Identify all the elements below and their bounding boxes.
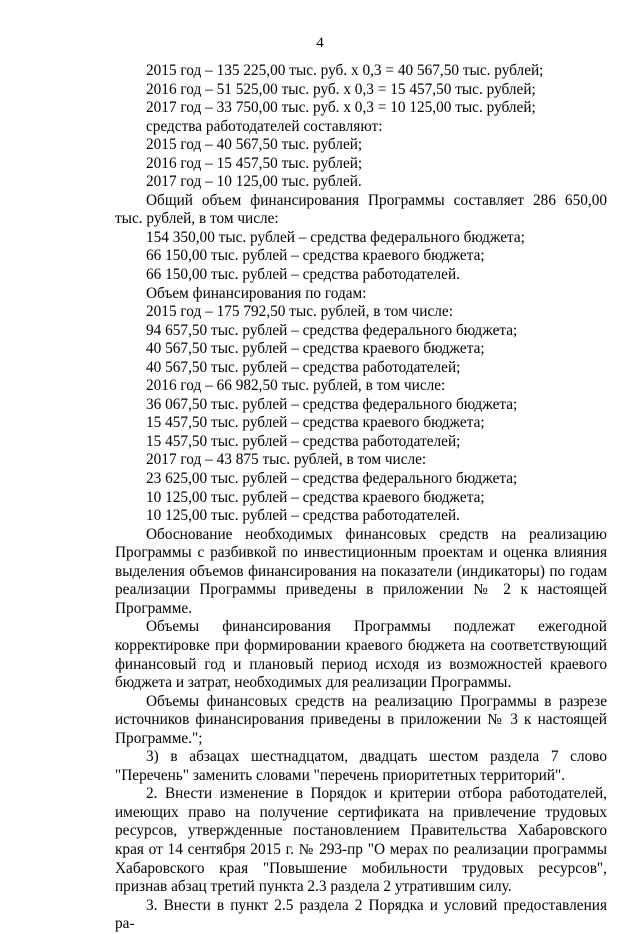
paragraph: 2016 год – 15 457,50 тыс. рублей; bbox=[146, 154, 363, 172]
paragraph: 2016 год – 66 982,50 тыс. рублей, в том числе: bbox=[146, 377, 446, 395]
paragraph: 10 125,00 тыс. рублей – средства краевого бюджета; bbox=[146, 488, 485, 506]
paragraph: 15 457,50 тыс. рублей – средства краевого бюджета; bbox=[146, 414, 485, 432]
paragraph: 66 150,00 тыс. рублей – средства краевого бюджета; bbox=[146, 247, 485, 265]
paragraph: Общий объем финансирования Программы составляет 286 650,00 тыс. рублей, в том числе: bbox=[115, 191, 607, 228]
paragraph: 2015 год – 135 225,00 тыс. руб. х 0,3 = 40 567,50 тыс. рублей; bbox=[146, 62, 544, 79]
paragraph: 2. Внести изменение в Порядок и критерии отбора работодателей, имеющих право на получение сертификата на привлечение трудовых ресурсов, утвержденные постановлением Правительства Хабаровского края от 14 сентября 2015 г. № 293-пр "О мерах по реализации программы Хабаровского края "Повышение мобильности трудовых ресурсов", признав абзац третий пункта 2.3 раздела 2 утратившим силу. bbox=[115, 785, 607, 896]
paragraph: 154 350,00 тыс. рублей – средства федерального бюджета; bbox=[146, 228, 525, 246]
paragraph: 2015 год – 40 567,50 тыс. рублей; bbox=[146, 136, 363, 154]
paragraph: 10 125,00 тыс. рублей – средства работодателей. bbox=[146, 507, 460, 525]
paragraph: Обоснование необходимых финансовых средств на реализацию Программы с разбивкой по инвестиционным проектам и оценка влияния выделения объемов финансирования на показатели (индикаторы) по годам реализации Программы приведены в приложении № 2 к настоящей Программе. bbox=[115, 525, 607, 617]
paragraph: 2017 год – 10 125,00 тыс. рублей. bbox=[146, 173, 362, 191]
paragraph: 36 067,50 тыс. рублей – средства федерального бюджета; bbox=[146, 395, 518, 413]
paragraph: 3. Внести в пункт 2.5 раздела 2 Порядка и условий предоставления ра- bbox=[115, 896, 607, 933]
paragraph: 94 657,50 тыс. рублей – средства федерального бюджета; bbox=[146, 321, 518, 339]
paragraph: Объем финансирования по годам: bbox=[146, 284, 367, 302]
paragraph: 2016 год – 51 525,00 тыс. руб. х 0,3 = 15 457,50 тыс. рублей; bbox=[146, 80, 536, 98]
paragraph: Объемы финансирования Программы подлежат ежегодной корректировке при формировании краевого бюджета на соответствующий финансовый год и плановый период исходя из возможностей краевого бюджета и затрат, необходимых для реализации Программы. bbox=[115, 618, 607, 692]
paragraph: 40 567,50 тыс. рублей – средства краевого бюджета; bbox=[146, 340, 485, 358]
paragraph: 66 150,00 тыс. рублей – средства работодателей. bbox=[146, 266, 460, 284]
document-body bbox=[115, 62, 607, 934]
paragraph: 2017 год – 43 875 тыс. рублей, в том числе: bbox=[146, 451, 427, 469]
paragraph: 2015 год – 175 792,50 тыс. рублей, в том числе: bbox=[146, 303, 453, 321]
paragraph: 15 457,50 тыс. рублей – средства работодателей; bbox=[146, 432, 461, 450]
paragraph: Объемы финансовых средств на реализацию Программы в разрезе источников финансирования приведены в приложении № 3 к настоящей Программе."; bbox=[115, 692, 607, 747]
page-number: 4 bbox=[316, 35, 324, 51]
paragraph: 2017 год – 33 750,00 тыс. руб. х 0,3 = 10 125,00 тыс. рублей; bbox=[146, 99, 536, 117]
paragraph: средства работодателей составляют: bbox=[146, 117, 383, 135]
paragraph: 3) в абзацах шестнадцатом, двадцать шестом раздела 7 слово "Перечень" заменить словами "перечень приоритетных территорий". bbox=[115, 748, 607, 784]
paragraph: 40 567,50 тыс. рублей – средства работодателей; bbox=[146, 358, 461, 376]
paragraph: 23 625,00 тыс. рублей – средства федерального бюджета; bbox=[146, 470, 518, 488]
